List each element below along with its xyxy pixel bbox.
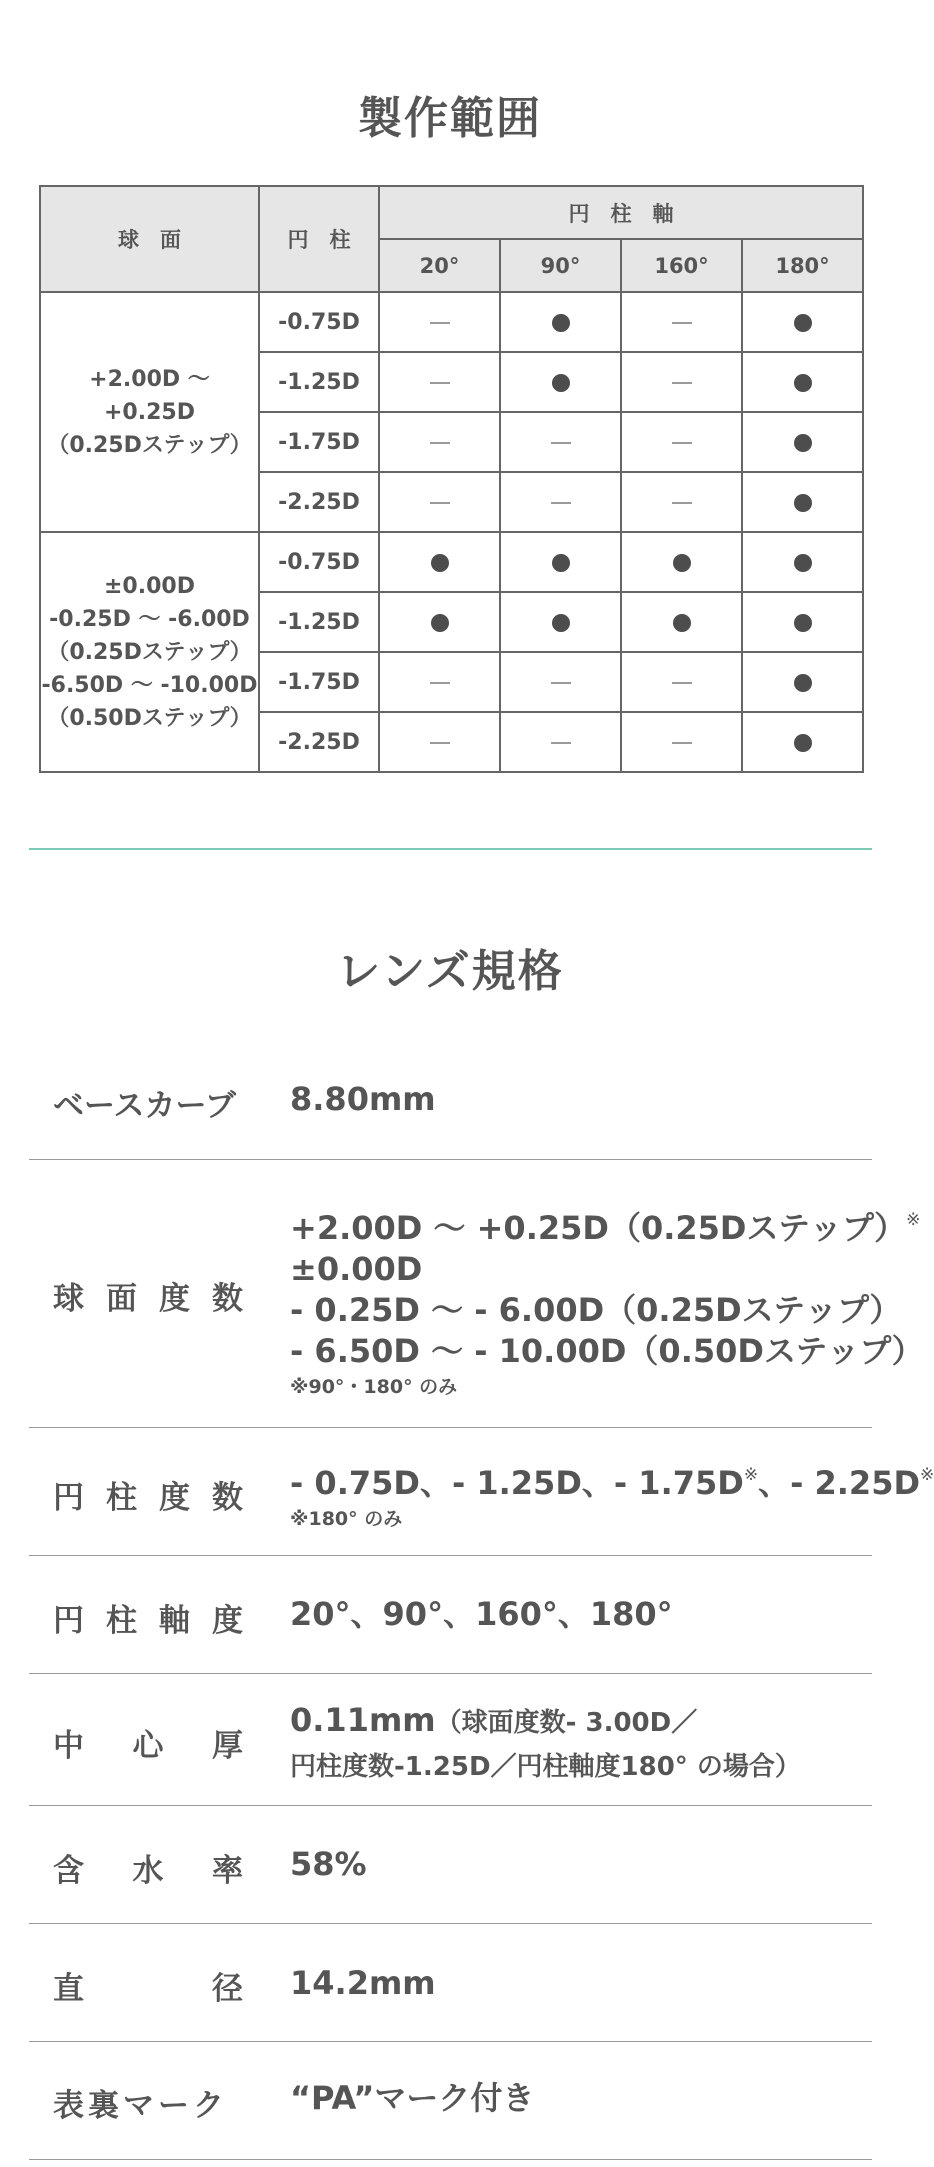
availability-cell xyxy=(621,592,742,652)
availability-cell xyxy=(500,532,621,592)
unavailable-dash-icon xyxy=(551,502,571,504)
sphere-line-2: ±0.00D xyxy=(290,1250,423,1288)
sphere-line-1: +2.00D ～ +0.25D（0.25Dステップ） xyxy=(290,1209,907,1247)
spec-row-center-thickness xyxy=(29,1674,872,1806)
unavailable-dash-icon xyxy=(672,502,692,504)
cylinder-value-cell: -0.75D xyxy=(259,532,379,592)
sphere-line-1-mark: ※ xyxy=(906,1210,921,1230)
marking-value: “PA”マーク付き xyxy=(290,2079,535,2117)
availability-cell xyxy=(379,292,500,352)
cyl-power-values-b: 、- 2.25D xyxy=(758,1464,921,1502)
cylinder-value-cell: -1.25D xyxy=(259,352,379,412)
cyl-axis-label xyxy=(53,1595,243,1640)
cylinder-value-cell: -2.25D xyxy=(259,472,379,532)
available-dot-icon xyxy=(794,734,812,752)
available-dot-icon xyxy=(673,554,691,572)
available-dot-icon xyxy=(794,374,812,392)
center-thickness-condition-1: （球面度数- 3.00D／ xyxy=(435,1708,698,1738)
sphere-power-label xyxy=(53,1273,243,1318)
cyl-power-mark-a: ※ xyxy=(743,1465,759,1485)
availability-cell xyxy=(379,472,500,532)
marking-label xyxy=(53,2080,243,2125)
unavailable-dash-icon xyxy=(430,442,450,444)
availability-cell xyxy=(742,292,863,352)
cylinder-value-cell: -1.75D xyxy=(259,652,379,712)
availability-cell xyxy=(742,472,863,532)
unavailable-dash-icon xyxy=(551,742,571,744)
unavailable-dash-icon xyxy=(430,322,450,324)
available-dot-icon xyxy=(431,614,449,632)
unavailable-dash-icon xyxy=(430,742,450,744)
center-thickness-condition-2: 円柱度数-1.25D／円柱軸度180° の場合） xyxy=(290,1752,801,1782)
sphere-range-line: （0.50Dステップ） xyxy=(47,705,252,731)
range-row xyxy=(40,532,863,592)
header-axis-180: 180° xyxy=(742,239,863,292)
availability-cell xyxy=(500,652,621,712)
availability-cell xyxy=(500,472,621,532)
availability-cell xyxy=(621,532,742,592)
section-divider xyxy=(29,848,872,850)
cyl-axis-label-text: 円 柱 軸 度 xyxy=(53,1603,243,1639)
header-cylinder: 円 柱 xyxy=(259,186,379,292)
spec-row-marking xyxy=(29,2042,872,2160)
availability-cell xyxy=(379,412,500,472)
header-axis-160: 160° xyxy=(621,239,742,292)
availability-cell xyxy=(621,292,742,352)
available-dot-icon xyxy=(552,374,570,392)
cylinder-value-cell: -0.75D xyxy=(259,292,379,352)
unavailable-dash-icon xyxy=(672,382,692,384)
unavailable-dash-icon xyxy=(551,442,571,444)
unavailable-dash-icon xyxy=(672,322,692,324)
base-curve-label: ベースカーブ xyxy=(53,1088,236,1124)
availability-cell xyxy=(621,352,742,412)
spec-row-sphere-power xyxy=(29,1160,924,1428)
availability-cell xyxy=(500,292,621,352)
cylinder-value-cell: -1.75D xyxy=(259,412,379,472)
availability-cell xyxy=(621,472,742,532)
spec-section-title: レンズ規格 xyxy=(336,946,564,997)
spec-row-cyl-power xyxy=(29,1428,934,1556)
cyl-power-value xyxy=(290,1455,934,1534)
sphere-range-cell xyxy=(40,292,259,532)
availability-cell xyxy=(742,592,863,652)
availability-cell xyxy=(742,652,863,712)
available-dot-icon xyxy=(552,614,570,632)
spec-row-base-curve xyxy=(29,1040,872,1160)
cyl-power-mark-b: ※ xyxy=(920,1465,934,1485)
availability-cell xyxy=(379,352,500,412)
header-axis: 円 柱 軸 xyxy=(379,186,863,239)
center-thickness-value xyxy=(290,1700,801,1788)
water-content-label xyxy=(53,1845,243,1890)
cylinder-value-cell: -2.25D xyxy=(259,712,379,772)
sphere-range-line: （0.25Dステップ） xyxy=(47,432,252,458)
sphere-range-line: -0.25D ～ -6.00D xyxy=(49,606,250,632)
center-thickness-label xyxy=(53,1720,243,1765)
cyl-axis-value: 20°、90°、160°、180° xyxy=(290,1595,673,1633)
availability-cell xyxy=(500,712,621,772)
sphere-line-3: - 0.25D ～ - 6.00D（0.25Dステップ） xyxy=(290,1291,902,1329)
unavailable-dash-icon xyxy=(672,442,692,444)
production-range-table xyxy=(39,185,864,773)
range-row xyxy=(40,292,863,352)
header-axis-90: 90° xyxy=(500,239,621,292)
availability-cell xyxy=(621,712,742,772)
available-dot-icon xyxy=(794,554,812,572)
availability-cell xyxy=(500,412,621,472)
sphere-range-line: ±0.00D xyxy=(104,573,195,599)
marking-label-text: 表裏マーク xyxy=(53,2088,228,2124)
available-dot-icon xyxy=(794,434,812,452)
diameter-value: 14.2mm xyxy=(290,1964,436,2002)
availability-cell xyxy=(742,712,863,772)
availability-cell xyxy=(379,712,500,772)
sphere-range-line: -6.50D ～ -10.00D xyxy=(41,672,258,698)
center-thickness-label-text: 中 心 厚 xyxy=(53,1728,243,1764)
sphere-power-value xyxy=(290,1200,924,1402)
range-table-body xyxy=(40,292,863,772)
availability-cell xyxy=(500,592,621,652)
availability-cell xyxy=(379,652,500,712)
availability-cell xyxy=(621,652,742,712)
sphere-range-line: （0.25Dステップ） xyxy=(47,639,252,665)
sphere-line-4: - 6.50D ～ - 10.00D（0.50Dステップ） xyxy=(290,1332,924,1370)
unavailable-dash-icon xyxy=(430,682,450,684)
sphere-range-line: +2.00D ～ +0.25D xyxy=(89,366,210,425)
diameter-label xyxy=(53,1963,243,2008)
unavailable-dash-icon xyxy=(672,682,692,684)
available-dot-icon xyxy=(794,674,812,692)
water-content-value: 58% xyxy=(290,1845,367,1883)
spec-row-water-content xyxy=(29,1806,872,1924)
availability-cell xyxy=(379,592,500,652)
cyl-power-label-text: 円 柱 度 数 xyxy=(53,1480,243,1516)
unavailable-dash-icon xyxy=(551,682,571,684)
spec-row-cyl-axis xyxy=(29,1556,872,1674)
available-dot-icon xyxy=(431,554,449,572)
availability-cell xyxy=(742,412,863,472)
unavailable-dash-icon xyxy=(672,742,692,744)
header-sphere: 球 面 xyxy=(40,186,259,292)
available-dot-icon xyxy=(794,614,812,632)
water-content-label-text: 含 水 率 xyxy=(53,1853,243,1889)
available-dot-icon xyxy=(673,614,691,632)
sphere-power-label-text: 球 面 度 数 xyxy=(53,1281,243,1317)
availability-cell xyxy=(742,532,863,592)
sphere-range-cell xyxy=(40,532,259,772)
available-dot-icon xyxy=(552,314,570,332)
availability-cell xyxy=(500,352,621,412)
availability-cell xyxy=(379,532,500,592)
availability-cell xyxy=(742,352,863,412)
available-dot-icon xyxy=(552,554,570,572)
cyl-power-note: ※180° のみ xyxy=(290,1508,403,1530)
cylinder-value-cell: -1.25D xyxy=(259,592,379,652)
header-axis-20: 20° xyxy=(379,239,500,292)
availability-cell xyxy=(621,412,742,472)
cyl-power-values-a: - 0.75D、- 1.25D、- 1.75D xyxy=(290,1464,744,1502)
sphere-power-note: ※90°・180° のみ xyxy=(290,1376,458,1398)
diameter-label-text: 直 径 xyxy=(53,1971,243,2007)
center-thickness-main: 0.11mm xyxy=(290,1701,436,1739)
unavailable-dash-icon xyxy=(430,382,450,384)
available-dot-icon xyxy=(794,314,812,332)
cyl-power-label xyxy=(53,1472,243,1517)
available-dot-icon xyxy=(794,494,812,512)
unavailable-dash-icon xyxy=(430,502,450,504)
spec-row-diameter xyxy=(29,1924,872,2042)
range-section-title: 製作範囲 xyxy=(358,93,542,144)
base-curve-value: 8.80mm xyxy=(290,1080,436,1118)
